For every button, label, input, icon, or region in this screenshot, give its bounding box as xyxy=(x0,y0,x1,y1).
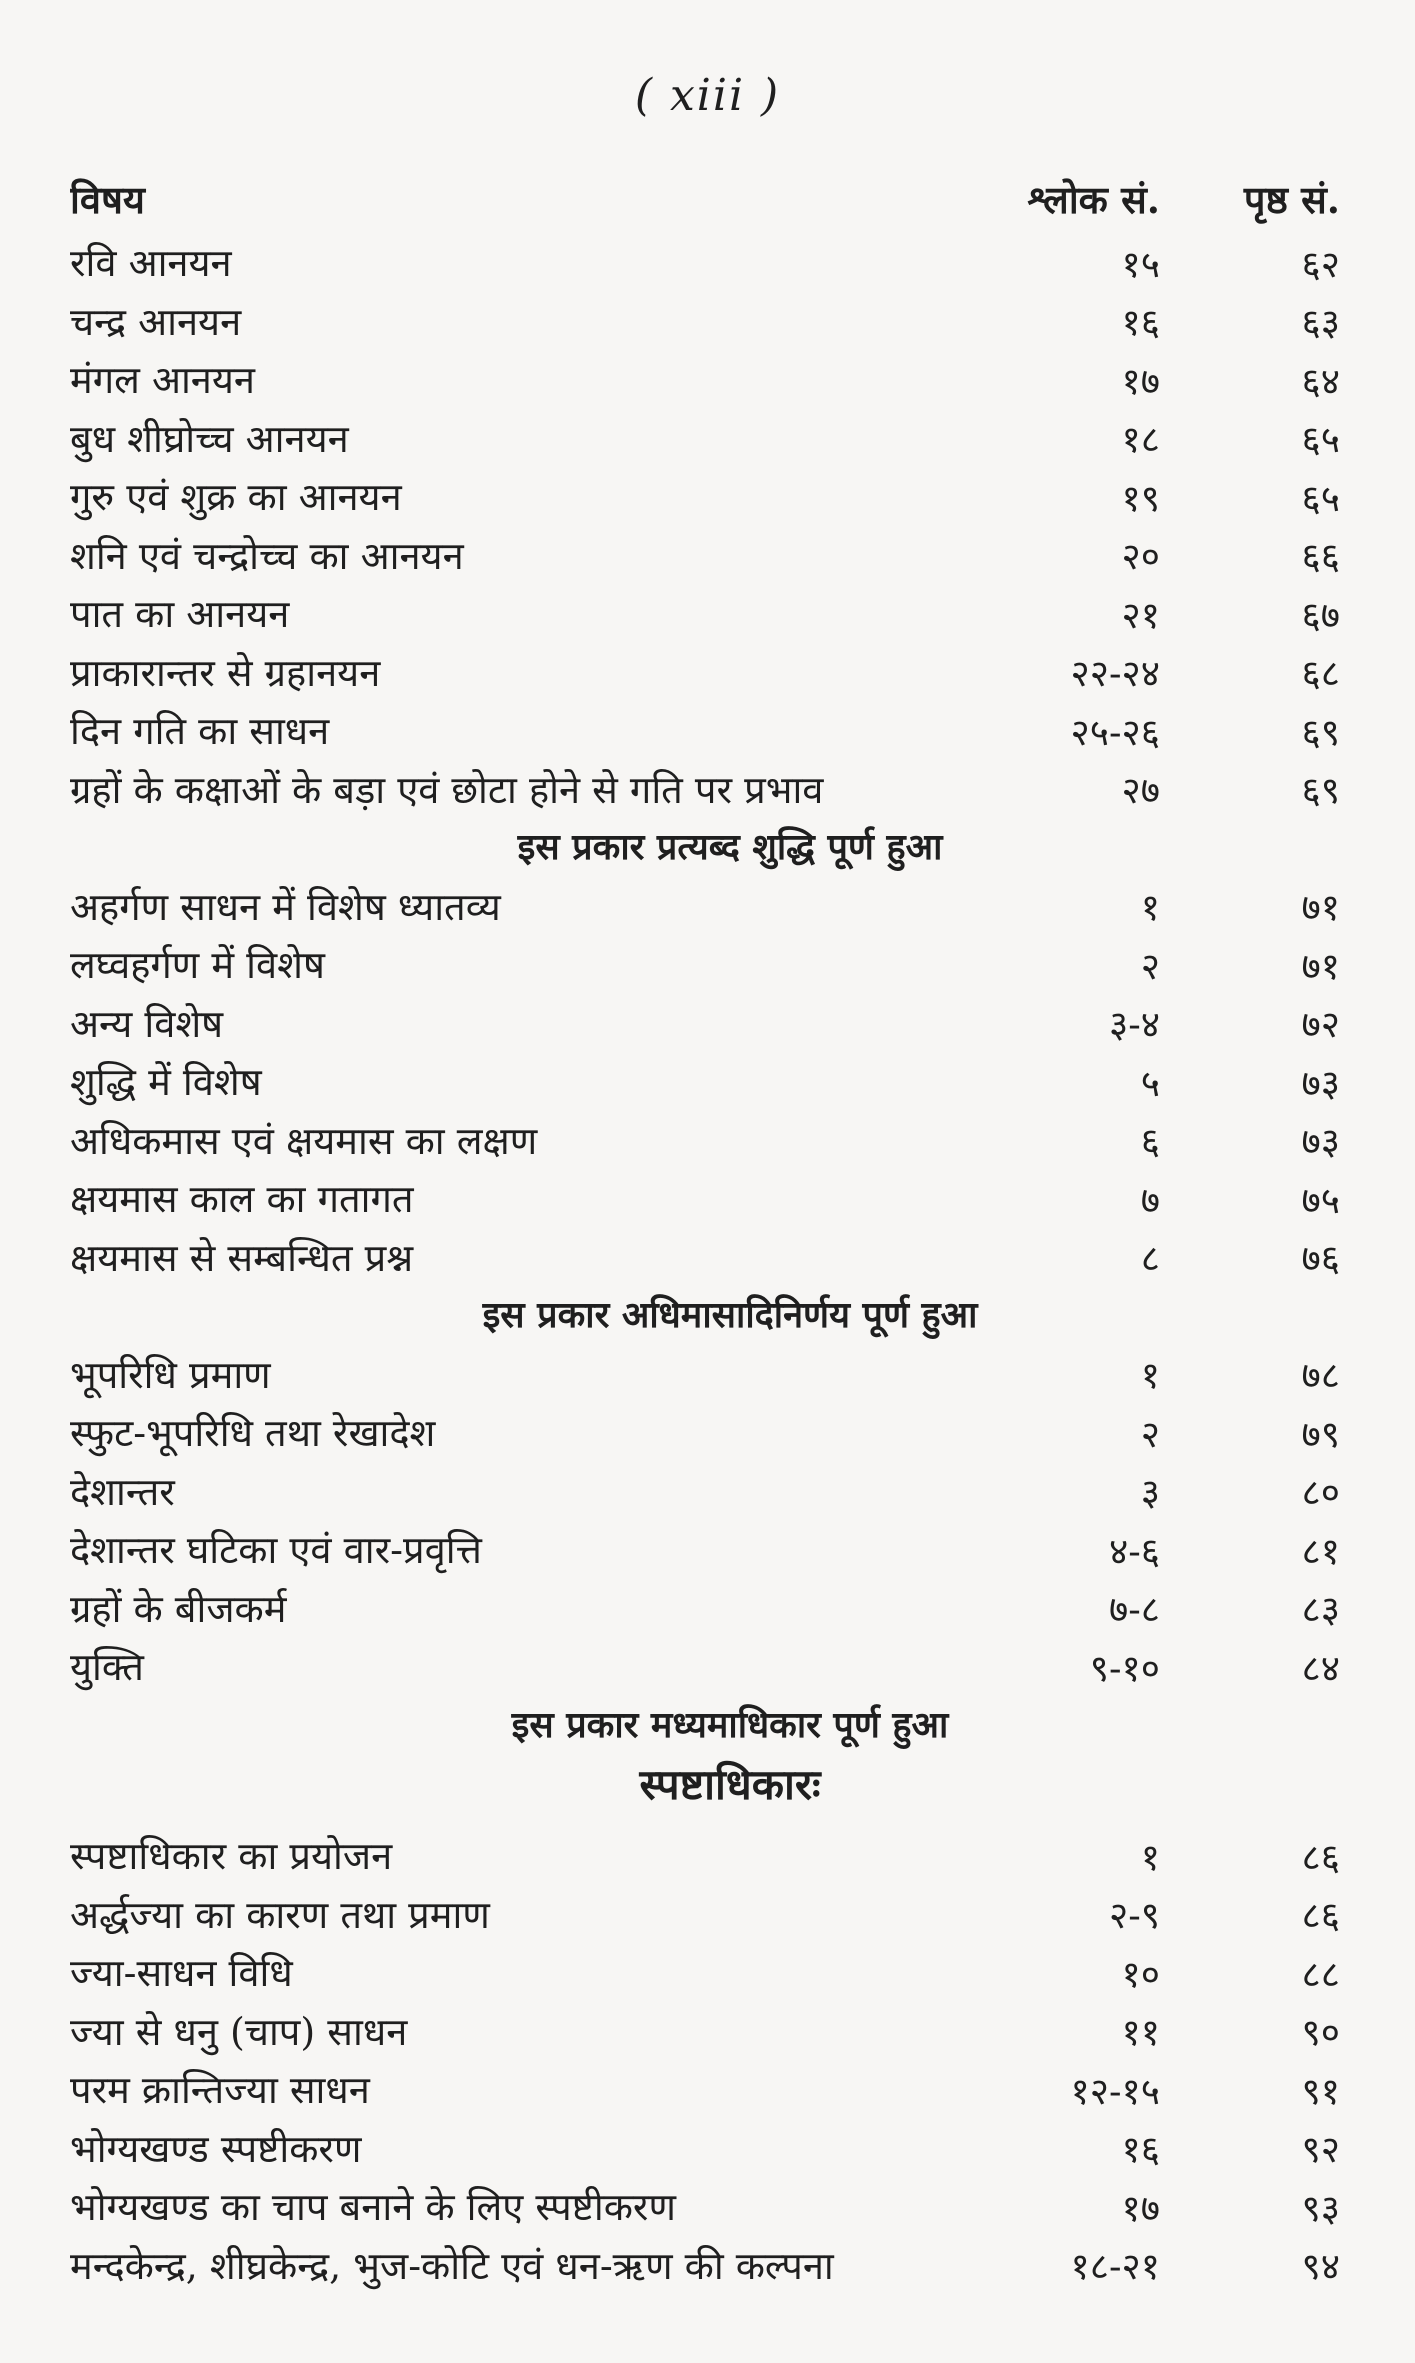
entry-shloka-number: ५ xyxy=(1140,1061,1160,1105)
toc-entry xyxy=(70,1345,1350,1404)
toc-entry xyxy=(70,1111,1350,1170)
entry-page-number: ८६ xyxy=(1301,1894,1340,1938)
section-closing-3: इस प्रकार मध्यमाधिकार पूर्ण हुआ xyxy=(511,1703,949,1746)
entry-shloka-number: १० xyxy=(1121,1952,1160,1996)
entry-shloka-number: १६ xyxy=(1121,2128,1160,2172)
page-number: ( xiii ) xyxy=(634,70,781,121)
entry-subject: ग्रहों के कक्षाओं के बड़ा एवं छोटा होने से गति पर प्रभाव xyxy=(70,767,824,812)
toc-entry xyxy=(70,643,1350,702)
toc-entry xyxy=(70,935,1350,994)
toc-entry xyxy=(70,2060,1350,2119)
toc-entry xyxy=(70,760,1350,819)
entry-subject: चन्द्र आनयन xyxy=(70,299,242,344)
header-shloka: श्लोक सं. xyxy=(1027,177,1160,222)
toc-group-2 xyxy=(70,877,1350,1287)
toc-entry xyxy=(70,1403,1350,1462)
toc-entry xyxy=(70,1169,1350,1228)
toc-entry xyxy=(70,1520,1350,1579)
entry-page-number: ७१ xyxy=(1301,944,1340,988)
entry-page-number: ७८ xyxy=(1301,1354,1340,1398)
entry-shloka-number: २२-२४ xyxy=(1070,652,1160,696)
entry-shloka-number: ९-१० xyxy=(1089,1646,1160,1690)
entry-subject: परम क्रान्तिज्या साधन xyxy=(70,2068,370,2113)
entry-subject: युक्ति xyxy=(70,1645,144,1690)
toc-entry xyxy=(70,409,1350,468)
entry-shloka-number: २० xyxy=(1121,535,1160,579)
entry-subject: देशान्तर xyxy=(70,1469,175,1514)
toc-entry xyxy=(70,877,1350,936)
entry-shloka-number: १ xyxy=(1140,1354,1160,1398)
entry-shloka-number: ३ xyxy=(1140,1471,1160,1515)
entry-subject: अर्द्धज्या का कारण तथा प्रमाण xyxy=(70,1892,490,1937)
toc-entry xyxy=(70,1885,1350,1944)
entry-page-number: ८८ xyxy=(1301,1952,1340,1996)
entry-shloka-number: १६ xyxy=(1121,301,1160,345)
entry-subject: भूपरिधि प्रमाण xyxy=(70,1352,271,1397)
entry-shloka-number: ३-४ xyxy=(1109,1003,1160,1047)
entry-subject: शुद्धि में विशेष xyxy=(70,1060,262,1105)
entry-shloka-number: १९ xyxy=(1121,476,1160,520)
entry-shloka-number: २-९ xyxy=(1109,1894,1160,1938)
entry-page-number: ९० xyxy=(1301,2011,1340,2055)
header-page: पृष्ठ सं. xyxy=(1243,177,1340,222)
toc-entry xyxy=(70,1943,1350,2002)
entry-page-number: ६६ xyxy=(1301,535,1340,579)
entry-shloka-number: २१ xyxy=(1121,593,1160,637)
entry-subject: देशान्तर घटिका एवं वार-प्रवृत्ति xyxy=(70,1528,482,1573)
entry-shloka-number: २७ xyxy=(1121,769,1160,813)
entry-subject: क्षयमास काल का गतागत xyxy=(70,1177,414,1222)
entry-page-number: ८६ xyxy=(1301,1835,1340,1879)
toc-entry xyxy=(70,2236,1350,2295)
entry-subject: अहर्गण साधन में विशेष ध्यातव्य xyxy=(70,884,501,929)
entry-shloka-number: ८ xyxy=(1140,1237,1160,1281)
toc-entry xyxy=(70,994,1350,1053)
toc-entry xyxy=(70,526,1350,585)
entry-subject: ज्या से धनु (चाप) साधन xyxy=(70,2009,408,2054)
entry-page-number: ७२ xyxy=(1301,1003,1340,1047)
section-closing-2: इस प्रकार अधिमासादिनिर्णय पूर्ण हुआ xyxy=(482,1294,978,1336)
entry-page-number: ८१ xyxy=(1301,1529,1340,1573)
toc-entry xyxy=(70,292,1350,351)
entry-page-number: ९३ xyxy=(1301,2186,1340,2230)
entry-subject: भोग्यखण्ड स्पष्टीकरण xyxy=(70,2126,362,2171)
entry-shloka-number: १ xyxy=(1140,1835,1160,1879)
entry-page-number: ६४ xyxy=(1301,359,1340,403)
entry-subject: पात का आनयन xyxy=(70,592,290,637)
toc-entry xyxy=(70,1228,1350,1287)
toc-entry xyxy=(70,1579,1350,1638)
entry-page-number: ६५ xyxy=(1301,418,1340,462)
entry-subject: भोग्यखण्ड का चाप बनाने के लिए स्पष्टीकरण xyxy=(70,2185,676,2230)
toc-entry xyxy=(70,2002,1350,2061)
toc-entry xyxy=(70,2119,1350,2178)
toc-group-1 xyxy=(70,233,1350,818)
toc-entry xyxy=(70,701,1350,760)
entry-page-number: ७५ xyxy=(1301,1178,1340,1222)
entry-subject: अधिकमास एवं क्षयमास का लक्षण xyxy=(70,1118,538,1163)
entry-subject: स्पष्टाधिकार का प्रयोजन xyxy=(70,1834,393,1879)
entry-page-number: ८० xyxy=(1301,1471,1340,1515)
entry-page-number: ७९ xyxy=(1301,1412,1340,1456)
toc-entry xyxy=(70,1826,1350,1885)
entry-page-number: ६७ xyxy=(1301,593,1340,637)
entry-page-number: ८४ xyxy=(1301,1646,1340,1690)
entry-page-number: ९१ xyxy=(1301,2069,1340,2113)
entry-subject: ज्या-साधन विधि xyxy=(70,1951,293,1996)
toc-entry xyxy=(70,1052,1350,1111)
entry-subject: लघ्वहर्गण में विशेष xyxy=(70,943,325,988)
entry-page-number: ७६ xyxy=(1301,1237,1340,1281)
entry-page-number: ७१ xyxy=(1301,886,1340,930)
entry-shloka-number: १८ xyxy=(1121,418,1160,462)
toc-entry xyxy=(70,1637,1350,1696)
entry-shloka-number: १२-१५ xyxy=(1070,2069,1160,2113)
entry-subject: अन्य विशेष xyxy=(70,1001,224,1046)
header-subject: विषय xyxy=(70,177,145,222)
entry-shloka-number: ६ xyxy=(1140,1120,1160,1164)
entry-shloka-number: १ xyxy=(1140,886,1160,930)
entry-subject: स्फुट-भूपरिधि तथा रेखादेश xyxy=(70,1411,436,1456)
entry-subject: मन्दकेन्द्र, शीघ्रकेन्द्र, भुज-कोटि एवं धन-ऋण की कल्पना xyxy=(70,2243,834,2288)
entry-page-number: ९४ xyxy=(1301,2245,1340,2289)
section-closing-1: इस प्रकार प्रत्यब्द शुद्धि पूर्ण हुआ xyxy=(517,826,943,868)
toc-group-3 xyxy=(70,1345,1350,1696)
toc-entry xyxy=(70,584,1350,643)
toc-entry xyxy=(70,233,1350,292)
entry-subject: प्राकारान्तर से ग्रहानयन xyxy=(70,650,381,695)
entry-page-number: ६५ xyxy=(1301,476,1340,520)
entry-page-number: ६२ xyxy=(1301,242,1340,286)
entry-page-number: ६९ xyxy=(1301,710,1340,754)
entry-subject: गुरु एवं शुक्र का आनयन xyxy=(70,475,402,520)
table-of-contents xyxy=(70,165,1350,2294)
entry-subject: मंगल आनयन xyxy=(70,358,256,403)
entry-shloka-number: ७-८ xyxy=(1109,1588,1160,1632)
entry-page-number: ६९ xyxy=(1301,769,1340,813)
entry-subject: शनि एवं चन्द्रोच्च का आनयन xyxy=(70,533,464,578)
entry-page-number: ६८ xyxy=(1301,652,1340,696)
entry-shloka-number: १८-२१ xyxy=(1070,2245,1160,2289)
toc-entry xyxy=(70,2177,1350,2236)
entry-subject: ग्रहों के बीजकर्म xyxy=(70,1586,287,1631)
entry-subject: क्षयमास से सम्बन्धित प्रश्न xyxy=(70,1235,414,1280)
entry-subject: बुध शीघ्रोच्च आनयन xyxy=(70,416,349,461)
entry-page-number: ७३ xyxy=(1301,1061,1340,1105)
entry-page-number: ६३ xyxy=(1301,301,1340,345)
entry-shloka-number: ४-६ xyxy=(1109,1529,1160,1573)
toc-entry xyxy=(70,1462,1350,1521)
entry-shloka-number: २५-२६ xyxy=(1070,710,1160,754)
entry-shloka-number: २ xyxy=(1140,944,1160,988)
toc-entry xyxy=(70,350,1350,409)
entry-shloka-number: ७ xyxy=(1140,1178,1160,1222)
entry-shloka-number: १५ xyxy=(1121,242,1160,286)
entry-shloka-number: १७ xyxy=(1121,359,1160,403)
entry-shloka-number: २ xyxy=(1140,1412,1160,1456)
entry-page-number: ८३ xyxy=(1301,1588,1340,1632)
entry-page-number: ९२ xyxy=(1301,2128,1340,2172)
entry-shloka-number: ११ xyxy=(1121,2011,1160,2055)
entry-subject: दिन गति का साधन xyxy=(70,709,330,754)
chapter-heading: स्पष्टाधिकारः xyxy=(639,1760,821,1809)
toc-group-4 xyxy=(70,1826,1350,2294)
entry-page-number: ७३ xyxy=(1301,1120,1340,1164)
entry-subject: रवि आनयन xyxy=(70,241,232,286)
toc-entry xyxy=(70,467,1350,526)
entry-shloka-number: १७ xyxy=(1121,2186,1160,2230)
toc-header xyxy=(70,165,1350,233)
